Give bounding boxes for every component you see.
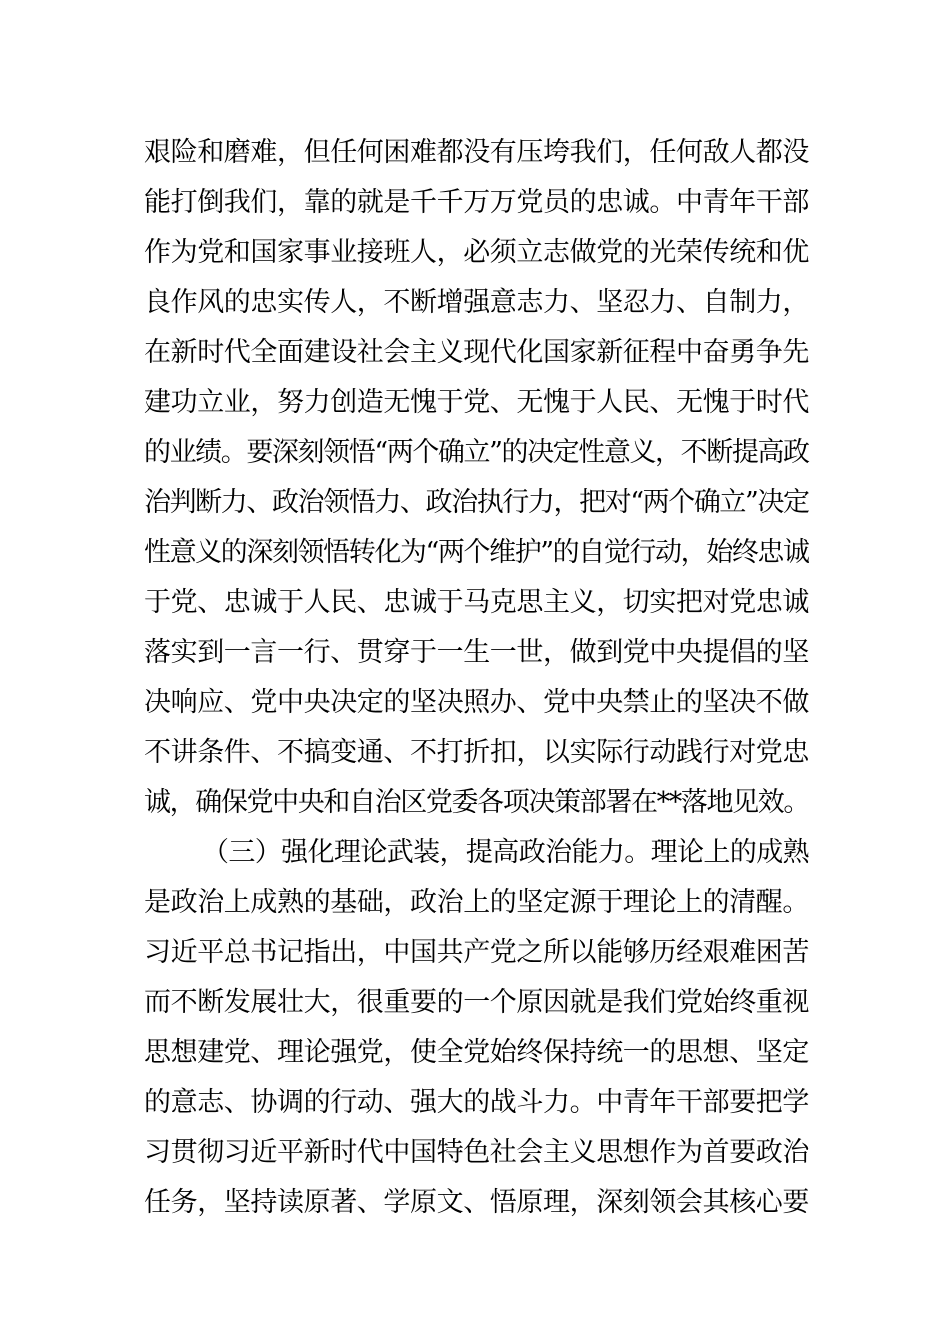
text-line: 性意义的深刻领悟转化为“两个维护”的自觉行动，始终忠诚 <box>144 537 809 568</box>
section-heading-line: （三）强化理论武装，提高政治能力。理论上的成熟 <box>202 837 809 868</box>
text-line: 治判断力、政治领悟力、政治执行力，把对“两个确立”决定 <box>144 487 809 518</box>
text-line: 不讲条件、不搞变通、不打折扣，以实际行动践行对党忠 <box>144 737 809 768</box>
text-line: 良作风的忠实传人，不断增强意志力、坚忍力、自制力， <box>144 287 809 318</box>
text-line: 任务，坚持读原著、学原文、悟原理，深刻领会其核心要 <box>144 1187 809 1218</box>
text-line: 落实到一言一行、贯穿于一生一世，做到党中央提倡的坚 <box>144 637 809 668</box>
text-line: 的业绩。要深刻领悟“两个确立”的决定性意义，不断提高政 <box>144 437 809 468</box>
text-line: 于党、忠诚于人民、忠诚于马克思主义，切实把对党忠诚 <box>144 587 809 618</box>
text-line: 的意志、协调的行动、强大的战斗力。中青年干部要把学 <box>144 1087 809 1118</box>
document-body <box>144 128 809 1228</box>
text-line: 习贯彻习近平新时代中国特色社会主义思想作为首要政治 <box>144 1137 809 1168</box>
text-line: 在新时代全面建设社会主义现代化国家新征程中奋勇争先 <box>144 337 809 368</box>
text-line: 能打倒我们，靠的就是千千万万党员的忠诚。中青年干部 <box>144 187 809 218</box>
text-line: 作为党和国家事业接班人，必须立志做党的光荣传统和优 <box>144 237 809 268</box>
text-line: 思想建党、理论强党，使全党始终保持统一的思想、坚定 <box>144 1037 809 1068</box>
text-line: 习近平总书记指出，中国共产党之所以能够历经艰难困苦 <box>144 937 809 968</box>
text-line: 而不断发展壮大，很重要的一个原因就是我们党始终重视 <box>144 987 809 1018</box>
text-line: 艰险和磨难，但任何困难都没有压垮我们，任何敌人都没 <box>144 137 809 168</box>
text-line: 建功立业，努力创造无愧于党、无愧于人民、无愧于时代 <box>144 387 809 418</box>
text-line: 是政治上成熟的基础，政治上的坚定源于理论上的清醒。 <box>144 887 809 918</box>
text-line: 决响应、党中央决定的坚决照办、党中央禁止的坚决不做 <box>144 687 809 718</box>
text-line: 诚，确保党中央和自治区党委各项决策部署在**落地见效。 <box>144 787 809 818</box>
